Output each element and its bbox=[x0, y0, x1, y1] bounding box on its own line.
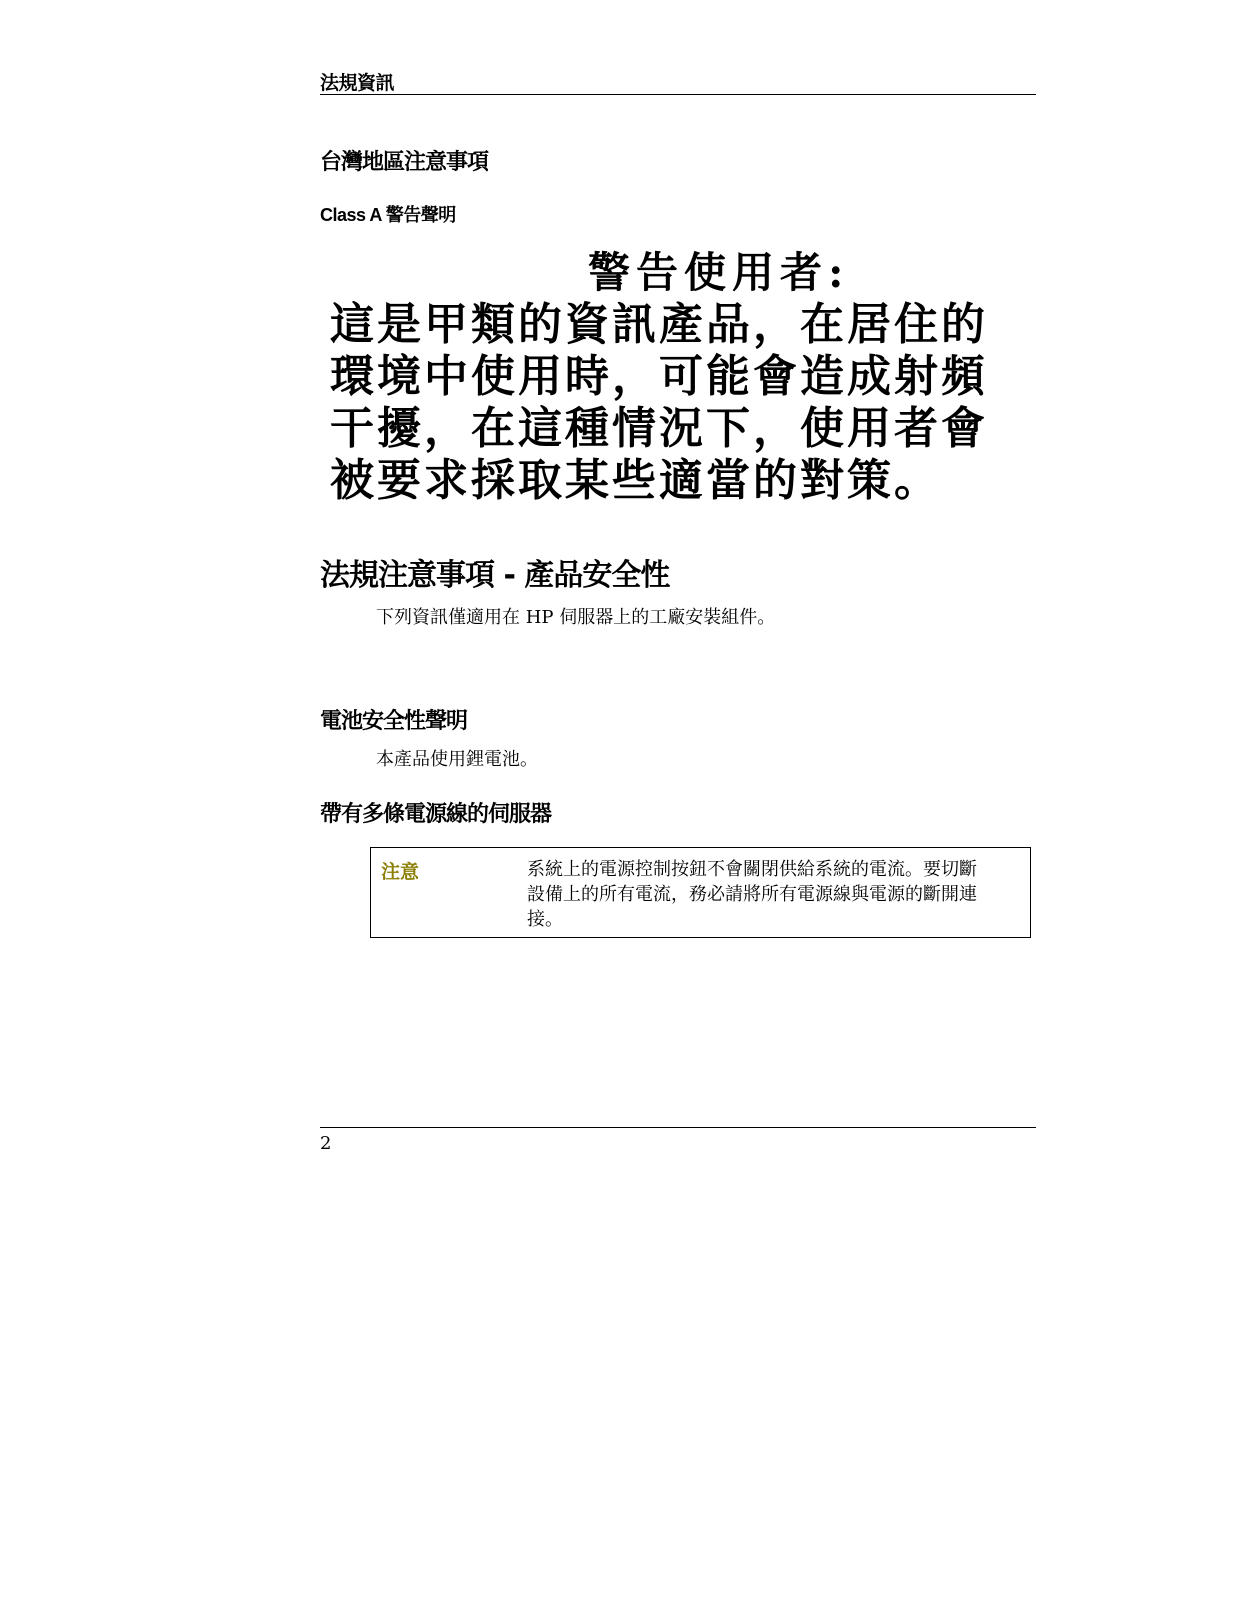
caution-note-box bbox=[370, 847, 1031, 938]
class-a-heading: Class A 警告聲明 bbox=[320, 205, 456, 225]
warning-line: 被要求採取某些適當的對策。 bbox=[330, 455, 941, 506]
battery-heading: 電池安全性聲明 bbox=[320, 709, 468, 734]
caution-text bbox=[527, 857, 1017, 932]
product-safety-heading: 法規注意事項 - 產品安全性 bbox=[320, 558, 670, 593]
taiwan-notice-heading: 台灣地區注意事項 bbox=[320, 150, 489, 175]
header-title: 法規資訊 bbox=[320, 72, 395, 94]
caution-line: 設備上的所有電流，務必請將所有電源線與電源的斷開連 bbox=[527, 884, 977, 905]
warning-line: 環境中使用時，可能會造成射頻 bbox=[330, 351, 988, 402]
product-safety-text: 下列資訊僅適用在 HP 伺服器上的工廠安裝組件。 bbox=[376, 607, 776, 628]
warning-title: 警告使用者: bbox=[588, 248, 850, 297]
page-number: 2 bbox=[320, 1133, 332, 1154]
warning-line: 干擾，在這種情況下，使用者會 bbox=[330, 403, 988, 454]
caution-line: 系統上的電源控制按鈕不會關閉供給系統的電流。要切斷 bbox=[527, 859, 977, 880]
battery-text: 本產品使用鋰電池。 bbox=[376, 749, 538, 770]
caution-label: 注意 bbox=[381, 861, 420, 883]
page-header bbox=[320, 66, 1036, 95]
page-footer bbox=[320, 1127, 1036, 1154]
multi-power-heading: 帶有多條電源線的伺服器 bbox=[320, 802, 552, 827]
caution-line: 接。 bbox=[527, 909, 563, 930]
warning-line: 這是甲類的資訊產品，在居住的 bbox=[330, 299, 988, 350]
